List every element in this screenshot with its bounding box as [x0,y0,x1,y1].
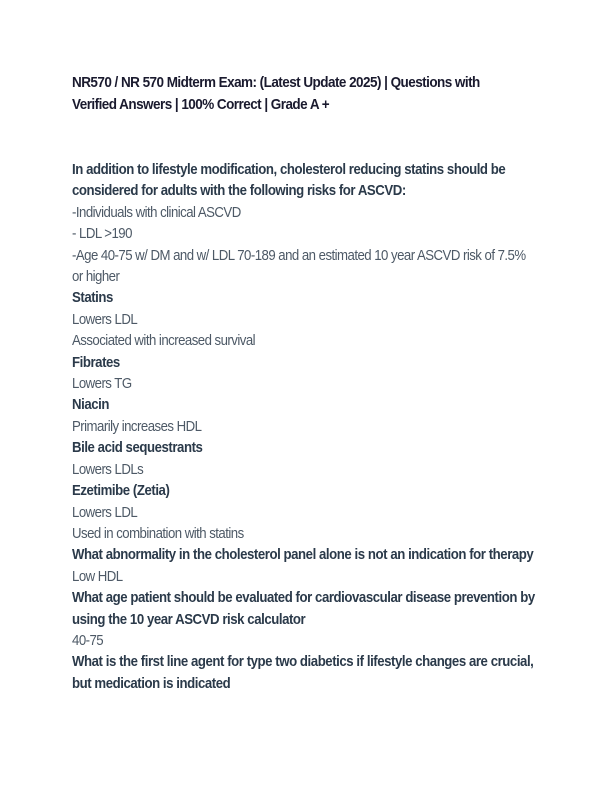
answer: Lowers LDL [72,310,138,328]
answer: Lowers TG [72,375,132,393]
question: Bile acid sequestrants [72,439,203,457]
question: What age patient should be evaluated for cardiovascular disease prevention by using the 10 year ASCVD risk calculator [72,589,535,628]
answer: -Age 40-75 w/ DM and w/ LDL 70-189 and an estimated 10 year ASCVD risk of 7.5% or higher [72,246,526,286]
qa-list [72,159,535,694]
answer: Low HDL [72,567,123,585]
answer: 40-75 [72,631,104,649]
question: Statins [72,289,113,307]
answer: Lowers LDL [72,503,138,521]
question: In addition to lifestyle modification, cholesterol reducing statins should be considered for adults with the following risks for ASCVD: [72,161,506,200]
answer: Primarily increases HDL [72,417,202,435]
question: Ezetimibe (Zetia) [72,482,170,500]
answer: - LDL >190 [72,225,132,243]
answer: -Individuals with clinical ASCVD [72,203,241,221]
answer: Lowers LDLs [72,460,144,478]
question: Niacin [72,396,109,414]
document-title: NR570 / NR 570 Midterm Exam: (Latest Update 2025) | Questions with Verified Answers | 100% Correct | Grade A + [72,74,480,113]
question: What is the first line agent for type two diabetics if lifestyle changes are crucial, but medication is indicated [72,653,534,692]
question: What abnormality in the cholesterol panel alone is not an indication for therapy [72,546,534,564]
answer: Associated with increased survival [72,332,256,350]
question: Fibrates [72,353,120,371]
answer: Used in combination with statins [72,524,244,542]
